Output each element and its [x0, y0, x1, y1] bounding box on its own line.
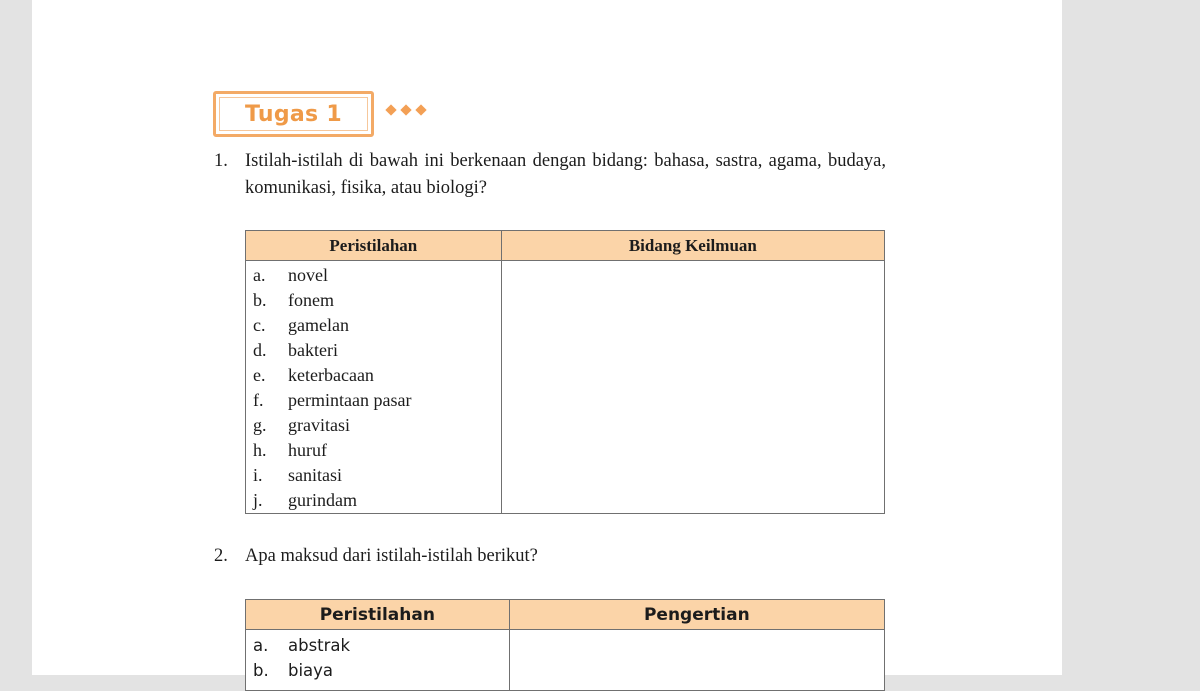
terms-table-2: [245, 599, 885, 691]
terms-cell: [246, 630, 510, 691]
question-2: [214, 543, 886, 570]
term-text: keterbacaan: [288, 365, 374, 385]
list-item: c. gamelan: [253, 313, 501, 338]
list-item: a. abstrak: [253, 633, 509, 658]
term-text: huruf: [288, 440, 327, 460]
diamond-icon: [400, 104, 411, 115]
question-number: 1.: [214, 151, 228, 171]
question-text: Apa maksud dari istilah-istilah berikut?: [245, 546, 538, 566]
term-text: permintaan pasar: [288, 390, 412, 410]
term-text: biaya: [288, 661, 334, 680]
terms-table-1: [245, 230, 885, 514]
term-text: fonem: [288, 290, 334, 310]
task-title: Tugas 1: [244, 101, 342, 127]
list-item: d. bakteri: [253, 338, 501, 363]
list-item: j. gurindam: [253, 488, 501, 513]
diamond-icon: [385, 104, 396, 115]
list-item: h. huruf: [253, 438, 501, 463]
term-text: gamelan: [288, 315, 349, 335]
list-item: b. biaya: [253, 658, 509, 683]
term-text: novel: [288, 265, 328, 285]
question-number: 2.: [214, 546, 228, 566]
list-item: b. fonem: [253, 288, 501, 313]
term-text: bakteri: [288, 340, 338, 360]
term-text: sanitasi: [288, 465, 342, 485]
column-header: Bidang Keilmuan: [501, 231, 884, 261]
question-1: [214, 148, 886, 202]
list-item: a. novel: [253, 263, 501, 288]
question-text: Istilah-istilah di bawah ini berkenaan dengan bidang: bahasa, sastra, agama, budaya, komunikasi, fisika, atau biologi?: [245, 151, 886, 198]
diamond-ornament: [387, 106, 425, 114]
column-header: Peristilahan: [246, 231, 502, 261]
list-item: i. sanitasi: [253, 463, 501, 488]
term-text: gurindam: [288, 490, 357, 510]
term-text: abstrak: [288, 636, 351, 655]
field-answer-cell: [501, 261, 884, 514]
list-item: g. gravitasi: [253, 413, 501, 438]
diamond-icon: [415, 104, 426, 115]
column-header: Peristilahan: [246, 600, 510, 630]
term-text: gravitasi: [288, 415, 350, 435]
list-item: e. keterbacaan: [253, 363, 501, 388]
column-header: Pengertian: [509, 600, 884, 630]
definition-answer-cell: [509, 630, 884, 691]
task-badge: [213, 91, 374, 137]
list-item: f. permintaan pasar: [253, 388, 501, 413]
terms-cell: [246, 261, 502, 514]
